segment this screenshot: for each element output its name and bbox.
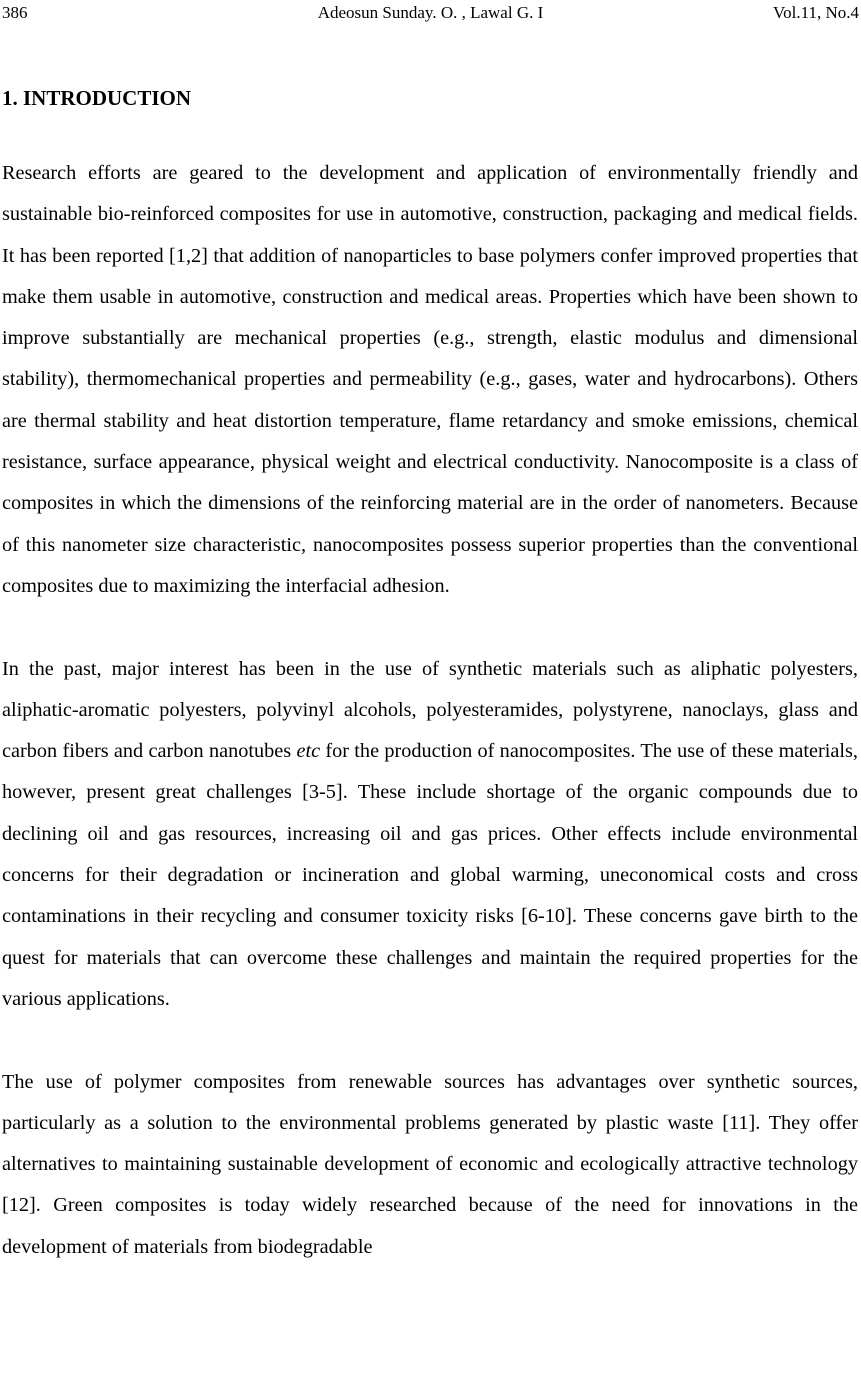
page-number: 386 [2,3,28,22]
paragraph-2-text-a: In the past, major interest has been in the use of synthetic materials such as aliphatic polyesters, aliphatic-aromatic polyesters, polyvinyl alcohols, polyesteramides, polystyrene, nanoclays, glass and carbon fibers and carbon nanotubes [2,657,858,763]
paragraph-2-text-b: for the production of nanocomposites. The use of these materials, however, present great challenges [3-5]. These include shortage of the organic compounds due to declining oil and gas resources, increasing oil and gas prices. Other effects include environmental concerns for their degradation or incineration and global warming, uneconomical costs and cross contaminations in their recycling and consumer toxicity risks [6-10]. These concerns gave birth to the quest for materials that can overcome these challenges and maintain the required properties for the various applications. [2,740,858,1010]
paragraph-1: Research efforts are geared to the development and application of environmentally friendly and sustainable bio-reinforced composites for use in automotive, construction, packaging and medical fields. It has been reported [1,2] that addition of nanoparticles to base polymers confer improved properties that make them usable in automotive, construction and medical areas. Properties which have been shown to improve substantially are mechanical properties (e.g., strength, elastic modulus and dimensional stability), thermomechanical properties and permeability (e.g., gases, water and hydrocarbons). Others are thermal stability and heat distortion temperature, flame retardancy and smoke emissions, chemical resistance, surface appearance, physical weight and electrical conductivity. Nanocomposite is a class of composites in which the dimensions of the reinforcing material are in the order of nanometers. Because of this nanometer size characteristic, nanocomposites possess superior properties than the conventional composites due to maximizing the interfacial adhesion. [2,162,858,597]
paragraph-3: The use of polymer composites from renewable sources has advantages over synthetic sources, particularly as a solution to the environmental problems generated by plastic waste [11]. They offer alternatives to maintaining sustainable development of economic and ecologically attractive technology [12]. Green composites is today widely researched because of the need for innovations in the development of materials from biodegradable [2,1070,858,1258]
paragraph-2-italic: etc [296,740,321,763]
running-header [2,0,859,28]
section-title: 1. INTRODUCTION [2,86,192,110]
header-volume: Vol.11, No.4 [773,3,859,22]
header-authors: Adeosun Sunday. O. , Lawal G. I [317,3,544,22]
article-body [2,84,858,1268]
paragraph-2 [2,649,858,1021]
